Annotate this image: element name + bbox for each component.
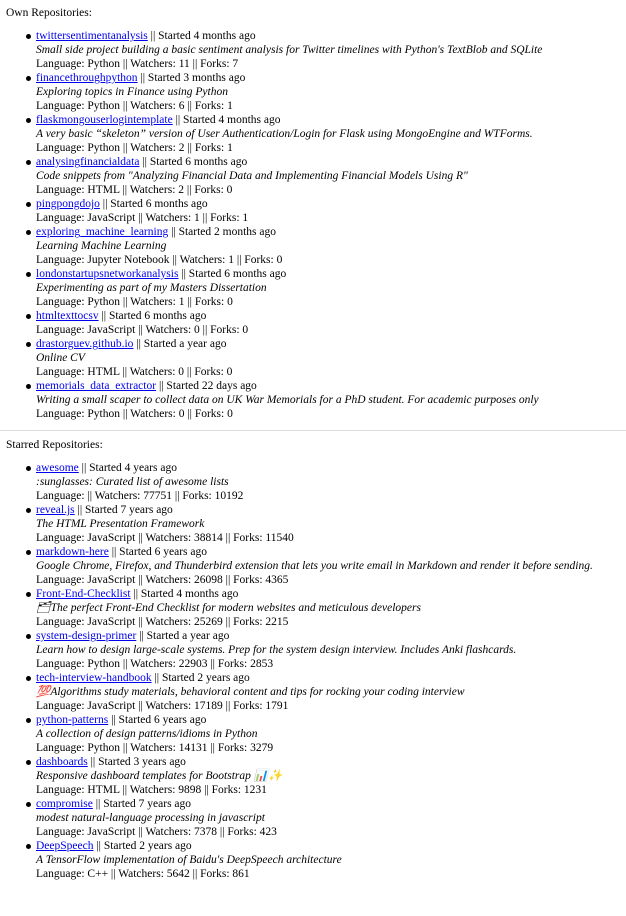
repo-description: A TensorFlow implementation of Baidu's DeepSpeech architecture [36,854,342,866]
repo-description: Experimenting as part of my Masters Dissertation [36,282,267,294]
repo-link[interactable]: pingpongdojo [36,198,100,210]
repo-item [36,713,626,755]
repo-item [36,671,626,713]
repo-started: || Started a year ago [133,338,227,350]
repo-description: 💯Algorithms study materials, behavioral content and tips for rocking your coding interview [36,686,465,698]
repo-started: || Started 6 years ago [108,714,207,726]
repo-started: || Started 7 years ago [74,504,173,516]
repo-link[interactable]: drastorguev.github.io [36,338,134,350]
repo-meta: Language: Python || Watchers: 14131 || Forks: 3279 [36,742,274,754]
repo-item [36,797,626,839]
repo-description: Small side project building a basic sentiment analysis for Twitter timelines with Python's TextBlob and SQLite [36,44,543,56]
repo-meta: Language: JavaScript || Watchers: 26098 || Forks: 4365 [36,574,289,586]
repo-link[interactable]: reveal.js [36,504,75,516]
repo-item [36,29,626,71]
repo-description: Learn how to design large-scale systems. Prep for the system design interview. Includes Anki flashcards. [36,644,517,656]
repo-link[interactable]: memorials_data_extractor [36,380,157,392]
repo-link[interactable]: DeepSpeech [36,840,94,852]
repo-description: Google Chrome, Firefox, and Thunderbird extension that lets you write email in Markdown and render it before sending. [36,560,593,572]
repo-item [36,155,626,197]
repo-item [36,379,626,421]
repo-item [36,267,626,309]
repo-meta: Language: JavaScript || Watchers: 0 || Forks: 0 [36,324,249,336]
repo-item [36,113,626,155]
own-repositories-heading: Own Repositories: [6,7,92,19]
repo-started: || Started 6 years ago [108,546,207,558]
repo-item [36,839,626,881]
repo-meta: Language: Python || Watchers: 11 || Forks: 7 [36,58,239,70]
repo-started: || Started 4 months ago [130,588,239,600]
repo-description: Writing a small scaper to collect data on UK War Memorials for a PhD student. For academic purposes only [36,394,539,406]
repo-link[interactable]: tech-interview-handbook [36,672,152,684]
repo-meta: Language: || Watchers: 77751 || Forks: 10192 [36,490,244,502]
repo-link[interactable]: markdown-here [36,546,109,558]
repo-item [36,503,626,545]
repo-meta: Language: Python || Watchers: 6 || Forks: 1 [36,100,233,112]
repo-meta: Language: JavaScript || Watchers: 1 || Forks: 1 [36,212,249,224]
repo-link[interactable]: Front-End-Checklist [36,588,131,600]
repo-started: || Started 3 months ago [137,72,246,84]
repo-meta: Language: HTML || Watchers: 9898 || Forks: 1231 [36,784,267,796]
repo-meta: Language: Jupyter Notebook || Watchers: 1 || Forks: 0 [36,254,283,266]
starred-repositories-heading: Starred Repositories: [6,439,103,451]
starred-repo-list [6,461,626,881]
repo-item [36,337,626,379]
repo-description: Responsive dashboard templates for Bootstrap 📊✨ [36,770,283,782]
repo-link[interactable]: awesome [36,462,79,474]
repo-started: || Started 4 months ago [147,30,256,42]
repo-description: A very basic “skeleton” version of User Authentication/Login for Flask using MongoEngine and WTForms. [36,128,533,140]
repo-description: :sunglasses: Curated list of awesome lists [36,476,229,488]
repo-started: || Started 2 years ago [93,840,192,852]
repo-meta: Language: JavaScript || Watchers: 38814 || Forks: 11540 [36,532,294,544]
repo-meta: Language: JavaScript || Watchers: 25269 || Forks: 2215 [36,616,289,628]
section-divider [0,430,626,431]
repo-item [36,587,626,629]
repo-item [36,197,626,225]
repo-link[interactable]: financethroughpython [36,72,138,84]
repo-link[interactable]: htmltexttocsv [36,310,99,322]
own-repo-list [6,29,626,421]
repo-started: || Started 3 years ago [87,756,186,768]
repo-description: The HTML Presentation Framework [36,518,205,530]
repo-item [36,461,626,503]
repo-started: || Started 6 months ago [139,156,248,168]
repo-started: || Started 4 years ago [78,462,177,474]
repo-started: || Started 22 days ago [156,380,257,392]
repo-meta: Language: HTML || Watchers: 2 || Forks: 0 [36,184,233,196]
repo-started: || Started 2 years ago [151,672,250,684]
repo-description: Code snippets from "Analyzing Financial Data and Implementing Financial Models Using R" [36,170,468,182]
repo-started: || Started 4 months ago [172,114,281,126]
repo-meta: Language: Python || Watchers: 2 || Forks: 1 [36,142,233,154]
repo-link[interactable]: python-patterns [36,714,109,726]
repo-item [36,71,626,113]
repo-started: || Started 6 months ago [98,310,207,322]
repo-meta: Language: Python || Watchers: 0 || Forks: 0 [36,408,233,420]
repo-item [36,629,626,671]
repo-item [36,545,626,587]
repo-link[interactable]: compromise [36,798,93,810]
repo-started: || Started a year ago [136,630,230,642]
repo-description: Exploring topics in Finance using Python [36,86,228,98]
repo-link[interactable]: analysingfinancialdata [36,156,140,168]
repo-meta: Language: JavaScript || Watchers: 7378 || Forks: 423 [36,826,277,838]
repo-started: || Started 2 months ago [168,226,276,238]
repo-meta: Language: Python || Watchers: 22903 || Forks: 2853 [36,658,274,670]
repo-item [36,755,626,797]
repo-link[interactable]: twittersentimentanalysis [36,30,148,42]
repo-description: Learning Machine Learning [36,240,167,252]
repo-meta: Language: Python || Watchers: 1 || Forks: 0 [36,296,233,308]
repo-description: modest natural-language processing in javascript [36,812,265,824]
repo-item [36,225,626,267]
repo-started: || Started 7 years ago [92,798,192,810]
repo-started: || Started 6 months ago [99,198,208,210]
repo-item [36,309,626,337]
repo-meta: Language: C++ || Watchers: 5642 || Forks: 861 [36,868,250,880]
repo-description: A collection of design patterns/idioms in Python [36,728,258,740]
repo-link[interactable]: dashboards [36,756,88,768]
repo-description: 🗂The perfect Front-End Checklist for modern websites and meticulous developers [36,602,421,614]
repo-link[interactable]: londonstartupsnetworkanalysis [36,268,179,280]
repo-started: || Started 6 months ago [178,268,287,280]
repo-link[interactable]: exploring_machine_learning [36,226,169,238]
repo-link[interactable]: system-design-primer [36,630,137,642]
repo-link[interactable]: flaskmongouserlogintemplate [36,114,173,126]
repo-description: Online CV [36,352,85,364]
repo-meta: Language: JavaScript || Watchers: 17189 || Forks: 1791 [36,700,289,712]
repo-meta: Language: HTML || Watchers: 0 || Forks: 0 [36,366,233,378]
